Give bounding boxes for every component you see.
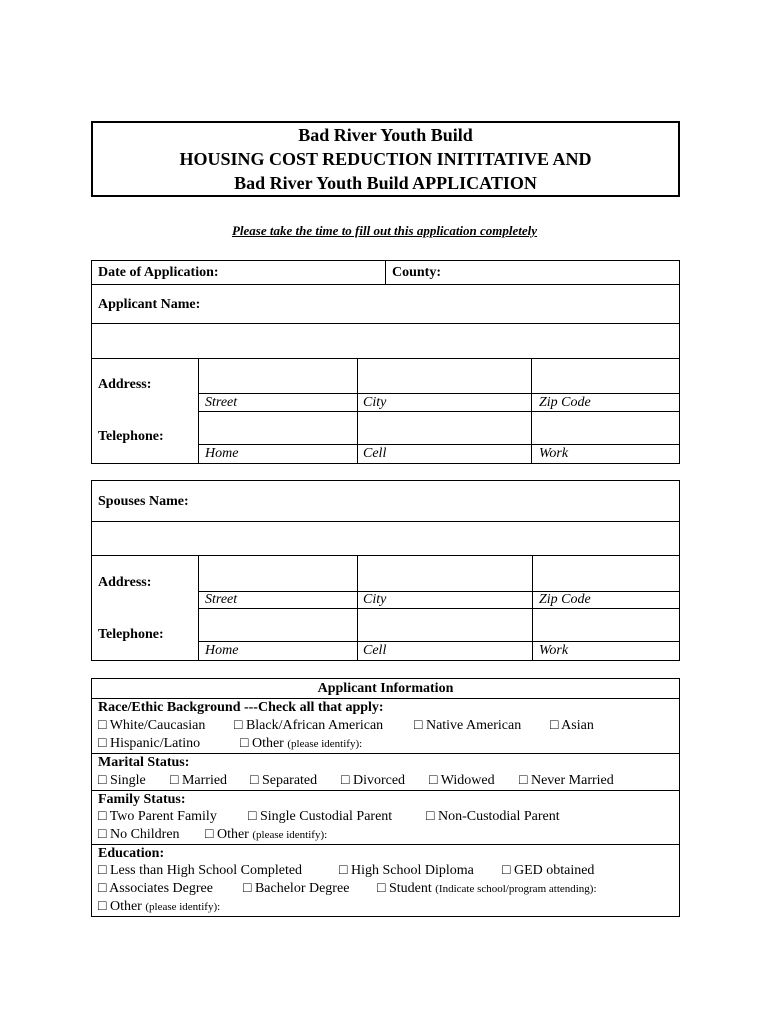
applicant-city-caption: City [363,395,387,410]
family-other-note: (please identify): [252,829,328,841]
education-label: Education: [98,846,165,861]
applicant-name-label: Applicant Name: [98,297,201,312]
race-other-label: □ Other [240,736,284,751]
education-associates-checkbox[interactable]: □ Associates Degree [98,881,213,896]
marital-divorced-checkbox[interactable]: □ Divorced [341,773,406,788]
family-non-custodial-checkbox[interactable]: □ Non-Custodial Parent [426,809,560,824]
applicant-zip-field[interactable] [531,358,680,394]
applicant-cell-caption: Cell [363,446,387,461]
education-ged-checkbox[interactable]: □ GED obtained [502,863,595,878]
spouse-city-field[interactable] [357,555,533,592]
county-field[interactable] [450,262,675,282]
applicant-work-caption: Work [539,446,569,461]
education-student-checkbox[interactable] [377,881,597,897]
applicant-name-field[interactable] [93,324,678,356]
spouse-cell-caption: Cell [363,643,387,658]
applicant-cell-phone-field[interactable] [357,411,532,445]
spouse-work-caption: Work [539,643,569,658]
race-other-checkbox[interactable] [240,736,362,752]
race-white-checkbox[interactable]: □ White/Caucasian [98,718,206,733]
spouse-home-phone-field[interactable] [198,608,358,642]
spouse-name-label: Spouses Name: [98,494,189,509]
applicant-home-phone-field[interactable] [198,411,358,445]
race-asian-checkbox[interactable]: □ Asian [550,718,594,733]
applicant-street-field[interactable] [198,358,358,394]
applicant-city-field[interactable] [357,358,532,394]
family-other-label: □ Other [205,827,249,842]
applicant-work-phone-field[interactable] [531,411,680,445]
form-title-line-2: HOUSING COST REDUCTION INITITATIVE AND [179,149,592,169]
marital-single-checkbox[interactable]: □ Single [98,773,146,788]
spouse-zip-field[interactable] [532,555,680,592]
spouse-street-field[interactable] [198,555,358,592]
marital-separated-checkbox[interactable]: □ Separated [250,773,318,788]
education-bachelor-checkbox[interactable]: □ Bachelor Degree [243,881,350,896]
spouse-work-phone-field[interactable] [532,608,680,642]
spouse-city-caption: City [363,592,387,607]
race-hispanic-checkbox[interactable]: □ Hispanic/Latino [98,736,201,751]
spouse-cell-phone-field[interactable] [357,608,533,642]
family-single-custodial-checkbox[interactable]: □ Single Custodial Parent [248,809,393,824]
education-other-checkbox[interactable] [98,899,220,915]
applicant-address-label: Address: [98,377,152,392]
spouse-street-caption: Street [205,592,238,607]
race-native-american-checkbox[interactable]: □ Native American [414,718,522,733]
spouse-address-label: Address: [98,575,152,590]
applicant-zip-caption: Zip Code [539,395,591,410]
education-student-label: □ Student [377,881,432,896]
marital-status-label: Marital Status: [98,755,190,770]
race-black-checkbox[interactable]: □ Black/African American [234,718,384,733]
spouse-home-caption: Home [205,643,239,658]
applicant-information-heading: Applicant Information [317,681,454,696]
race-other-note: (please identify): [287,738,363,750]
form-title-box [91,121,680,197]
applicant-street-caption: Street [205,395,238,410]
date-of-application-label: Date of Application: [98,265,219,280]
marital-never-married-checkbox[interactable]: □ Never Married [519,773,614,788]
family-status-label: Family Status: [98,792,186,807]
marital-widowed-checkbox[interactable]: □ Widowed [429,773,495,788]
family-other-checkbox[interactable] [205,827,327,843]
county-label: County: [392,265,442,280]
education-other-label: □ Other [98,899,142,914]
instructions-text: Please take the time to fill out this application completely [231,223,538,238]
education-less-than-hs-checkbox[interactable]: □ Less than High School Completed [98,863,303,878]
spouse-zip-caption: Zip Code [539,592,591,607]
education-other-note: (please identify): [145,901,221,913]
education-student-note: (Indicate school/program attending): [435,883,597,895]
spouse-telephone-label: Telephone: [98,627,164,642]
marital-married-checkbox[interactable]: □ Married [170,773,228,788]
form-title-line-3: Bad River Youth Build APPLICATION [234,173,537,193]
spouse-name-field[interactable] [93,522,678,554]
applicant-home-caption: Home [205,446,239,461]
family-two-parent-checkbox[interactable]: □ Two Parent Family [98,809,217,824]
race-label: Race/Ethic Background ---Check all that apply: [98,700,384,715]
education-hs-diploma-checkbox[interactable]: □ High School Diploma [339,863,474,878]
form-title-line-1: Bad River Youth Build [298,125,473,145]
family-no-children-checkbox[interactable]: □ No Children [98,827,180,842]
applicant-telephone-label: Telephone: [98,429,164,444]
date-of-application-field[interactable] [230,262,380,282]
